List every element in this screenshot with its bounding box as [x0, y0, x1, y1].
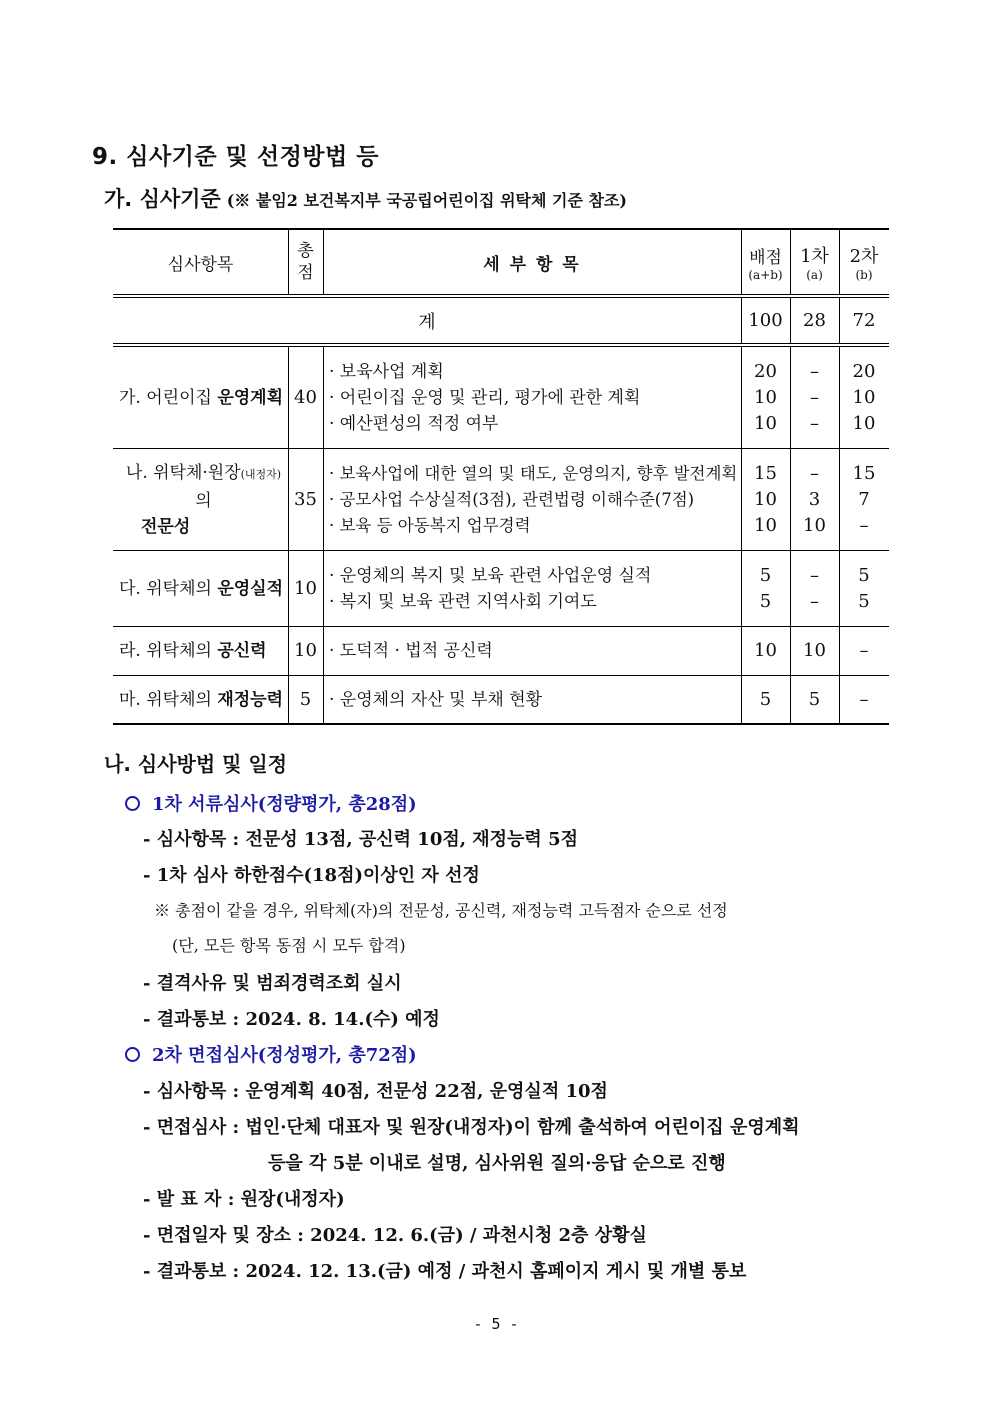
first-value: – — [810, 360, 819, 382]
first-review-title: 1차 서류심사(정량평가, 총28점) — [152, 794, 417, 815]
score-value: 10 — [754, 514, 777, 536]
row-2-total: 35 — [294, 488, 317, 510]
second-value: 7 — [858, 488, 870, 510]
first-review-item: - 1차 심사 하한점수(18점)이상인 자 선정 — [143, 865, 480, 886]
row-2-cat-bold: 전문성 — [141, 516, 191, 537]
detail-line: · 보육사업 계획 — [329, 361, 444, 382]
score-value: 20 — [754, 360, 777, 382]
first-review-item: - 심사항목 : 전문성 13점, 공신력 10점, 재정능력 5점 — [143, 829, 578, 850]
row-3-firsts — [790, 551, 839, 626]
second-value: 10 — [852, 412, 876, 434]
row-1-total: 40 — [294, 386, 317, 408]
first-review-item: - 결격사유 및 범죄경력조회 실시 — [143, 973, 402, 994]
second-review-item: - 면접심사 : 법인·단체 대표자 및 원장(내정자)이 함께 출석하여 어린이집 운영계획 — [143, 1117, 800, 1138]
sum-first: 28 — [803, 309, 826, 331]
row-5-second: – — [859, 688, 869, 710]
score-value: 10 — [754, 386, 777, 408]
row-4-cat-bold: 공신력 — [217, 641, 267, 661]
first-review-note-2: (단, 모든 항목 동점 시 모두 합격) — [172, 936, 406, 955]
second-value: 20 — [852, 360, 876, 382]
second-review-item: - 결과통보 : 2024. 12. 13.(금) 예정 / 과천시 홈페이지 게시 및 개별 통보 — [143, 1261, 747, 1282]
row-3-cat-prefix: 다. 위탁체의 — [119, 578, 218, 599]
row-3-scores — [741, 551, 790, 626]
detail-line: · 예산편성의 적정 여부 — [329, 413, 499, 434]
method-heading: 나. 심사방법 및 일정 — [104, 752, 288, 776]
detail-line: · 보육 등 아동복지 업무경력 — [329, 515, 531, 535]
first-review-note: ※ 총점이 같을 경우, 위탁체(자)의 전문성, 공신력, 재정능력 고득점자 순으로 선정 — [154, 901, 728, 920]
row-2-seconds — [839, 449, 889, 550]
header-second-label: 2차 — [849, 246, 879, 267]
first-review-item: - 결과통보 : 2024. 8. 14.(수) 예정 — [143, 1009, 440, 1030]
second-value: 5 — [858, 564, 870, 586]
section-title: 9. 심사기준 및 선정방법 등 — [92, 144, 379, 170]
row-2-firsts — [790, 449, 839, 550]
detail-line: · 운영체의 복지 및 보육 관련 사업운영 실적 — [329, 565, 652, 586]
second-review-item: - 면접일자 및 장소 : 2024. 12. 6.(금) / 과천시청 2층 상황실 — [143, 1225, 647, 1246]
second-value: 10 — [852, 386, 876, 408]
row-1-scores — [741, 347, 790, 448]
row-4-category — [113, 627, 288, 675]
header-detail: 세 부 항 목 — [483, 254, 581, 275]
detail-line: · 도덕적 · 법적 공신력 — [329, 641, 493, 661]
row-4-score: 10 — [754, 640, 777, 661]
row-2-cat-suffix: 의 — [195, 490, 212, 511]
second-value: 5 — [858, 590, 870, 612]
detail-line: · 공모사업 수상실적(3점), 관련법령 이해수준(7점) — [329, 489, 695, 509]
score-value: 5 — [759, 590, 772, 612]
score-value: 5 — [759, 564, 772, 586]
header-second — [839, 230, 889, 294]
criteria-title: 가. 심사기준 — [104, 187, 221, 211]
row-1-firsts — [790, 347, 839, 448]
first-value: 10 — [803, 514, 826, 536]
second-review-heading — [125, 1041, 417, 1067]
row-1-category — [113, 347, 288, 448]
row-4-details — [323, 627, 741, 675]
score-value: 10 — [754, 488, 777, 510]
row-2-category — [113, 449, 288, 550]
second-review-title: 2차 면접심사(정성평가, 총72점) — [152, 1045, 417, 1066]
page-number: - 5 - — [473, 1315, 519, 1333]
row-4-cat-prefix: 라. 위탁체의 — [119, 641, 218, 661]
first-value: 3 — [808, 488, 821, 510]
sum-second: 72 — [852, 309, 876, 331]
header-score-sub: (a+b) — [748, 267, 783, 282]
row-3-category — [113, 551, 288, 626]
detail-line: · 복지 및 보육 관련 지역사회 기여도 — [329, 591, 597, 612]
second-value: – — [859, 514, 869, 536]
detail-line: · 보육사업에 대한 열의 및 태도, 운영의지, 향후 발전계획 — [329, 463, 738, 483]
first-value: – — [810, 412, 819, 434]
row-1-cat-bold: 운영계획 — [217, 387, 284, 408]
criteria-table — [113, 228, 889, 725]
header-second-sub: (b) — [855, 268, 873, 282]
row-1-cat-prefix: 가. 어린이집 — [119, 387, 218, 408]
second-review-item: - 심사항목 : 운영계획 40점, 전문성 22점, 운영실적 10점 — [143, 1081, 608, 1102]
row-4-second: – — [859, 640, 869, 661]
row-4-first: 10 — [803, 640, 826, 661]
header-score — [741, 230, 790, 294]
row-5-category — [113, 676, 288, 723]
criteria-heading — [104, 183, 627, 213]
header-first-sub: (a) — [806, 268, 823, 282]
header-total — [288, 230, 323, 294]
sum-score: 100 — [748, 309, 783, 331]
row-5-cat-prefix: 마. 위탁체의 — [119, 689, 218, 710]
header-item: 심사항목 — [167, 254, 234, 275]
circle-bullet-icon — [125, 796, 140, 811]
header-first — [790, 230, 839, 294]
row-3-seconds — [839, 551, 889, 626]
first-value: – — [810, 564, 819, 586]
row-5-first: 5 — [808, 688, 821, 710]
first-value: – — [810, 590, 819, 612]
detail-line: · 어린이집 운영 및 관리, 평가에 관한 계획 — [329, 387, 641, 408]
first-value: – — [810, 462, 819, 484]
row-2-cat-small: (내정자) — [240, 467, 282, 481]
criteria-note: (※ 붙임2 보건복지부 국공립어린이집 위탁체 기준 참조) — [226, 191, 627, 210]
row-5-total: 5 — [299, 688, 312, 710]
row-4-total: 10 — [294, 640, 317, 661]
row-1-seconds — [839, 347, 889, 448]
score-value: 10 — [754, 412, 777, 434]
row-5-score: 5 — [759, 688, 772, 710]
row-1-details — [323, 347, 741, 448]
header-total-1: 총 — [297, 241, 314, 261]
row-5-details — [323, 676, 741, 723]
second-value: 15 — [852, 462, 876, 484]
header-total-2: 점 — [297, 263, 314, 283]
second-review-item-cont: 등을 각 5분 이내로 설명, 심사위원 질의·응답 순으로 진행 — [268, 1153, 726, 1174]
row-3-total: 10 — [294, 577, 317, 599]
row-2-details — [323, 449, 745, 550]
row-2-scores — [741, 449, 790, 550]
row-2-cat-prefix: 나. 위탁체·원장 — [125, 462, 241, 483]
sum-label: 계 — [418, 311, 436, 333]
row-5-cat-bold: 재정능력 — [217, 689, 284, 710]
detail-line: · 운영체의 자산 및 부채 현황 — [329, 689, 543, 710]
row-3-cat-bold: 운영실적 — [217, 578, 284, 599]
row-3-details — [323, 551, 741, 626]
score-value: 15 — [754, 462, 777, 484]
second-review-item: - 발 표 자 : 원장(내정자) — [143, 1189, 345, 1210]
first-value: – — [810, 386, 819, 408]
header-first-label: 1차 — [800, 246, 829, 267]
header-score-label: 배점 — [749, 247, 782, 268]
first-review-heading — [125, 790, 417, 816]
circle-bullet-icon — [125, 1047, 140, 1062]
